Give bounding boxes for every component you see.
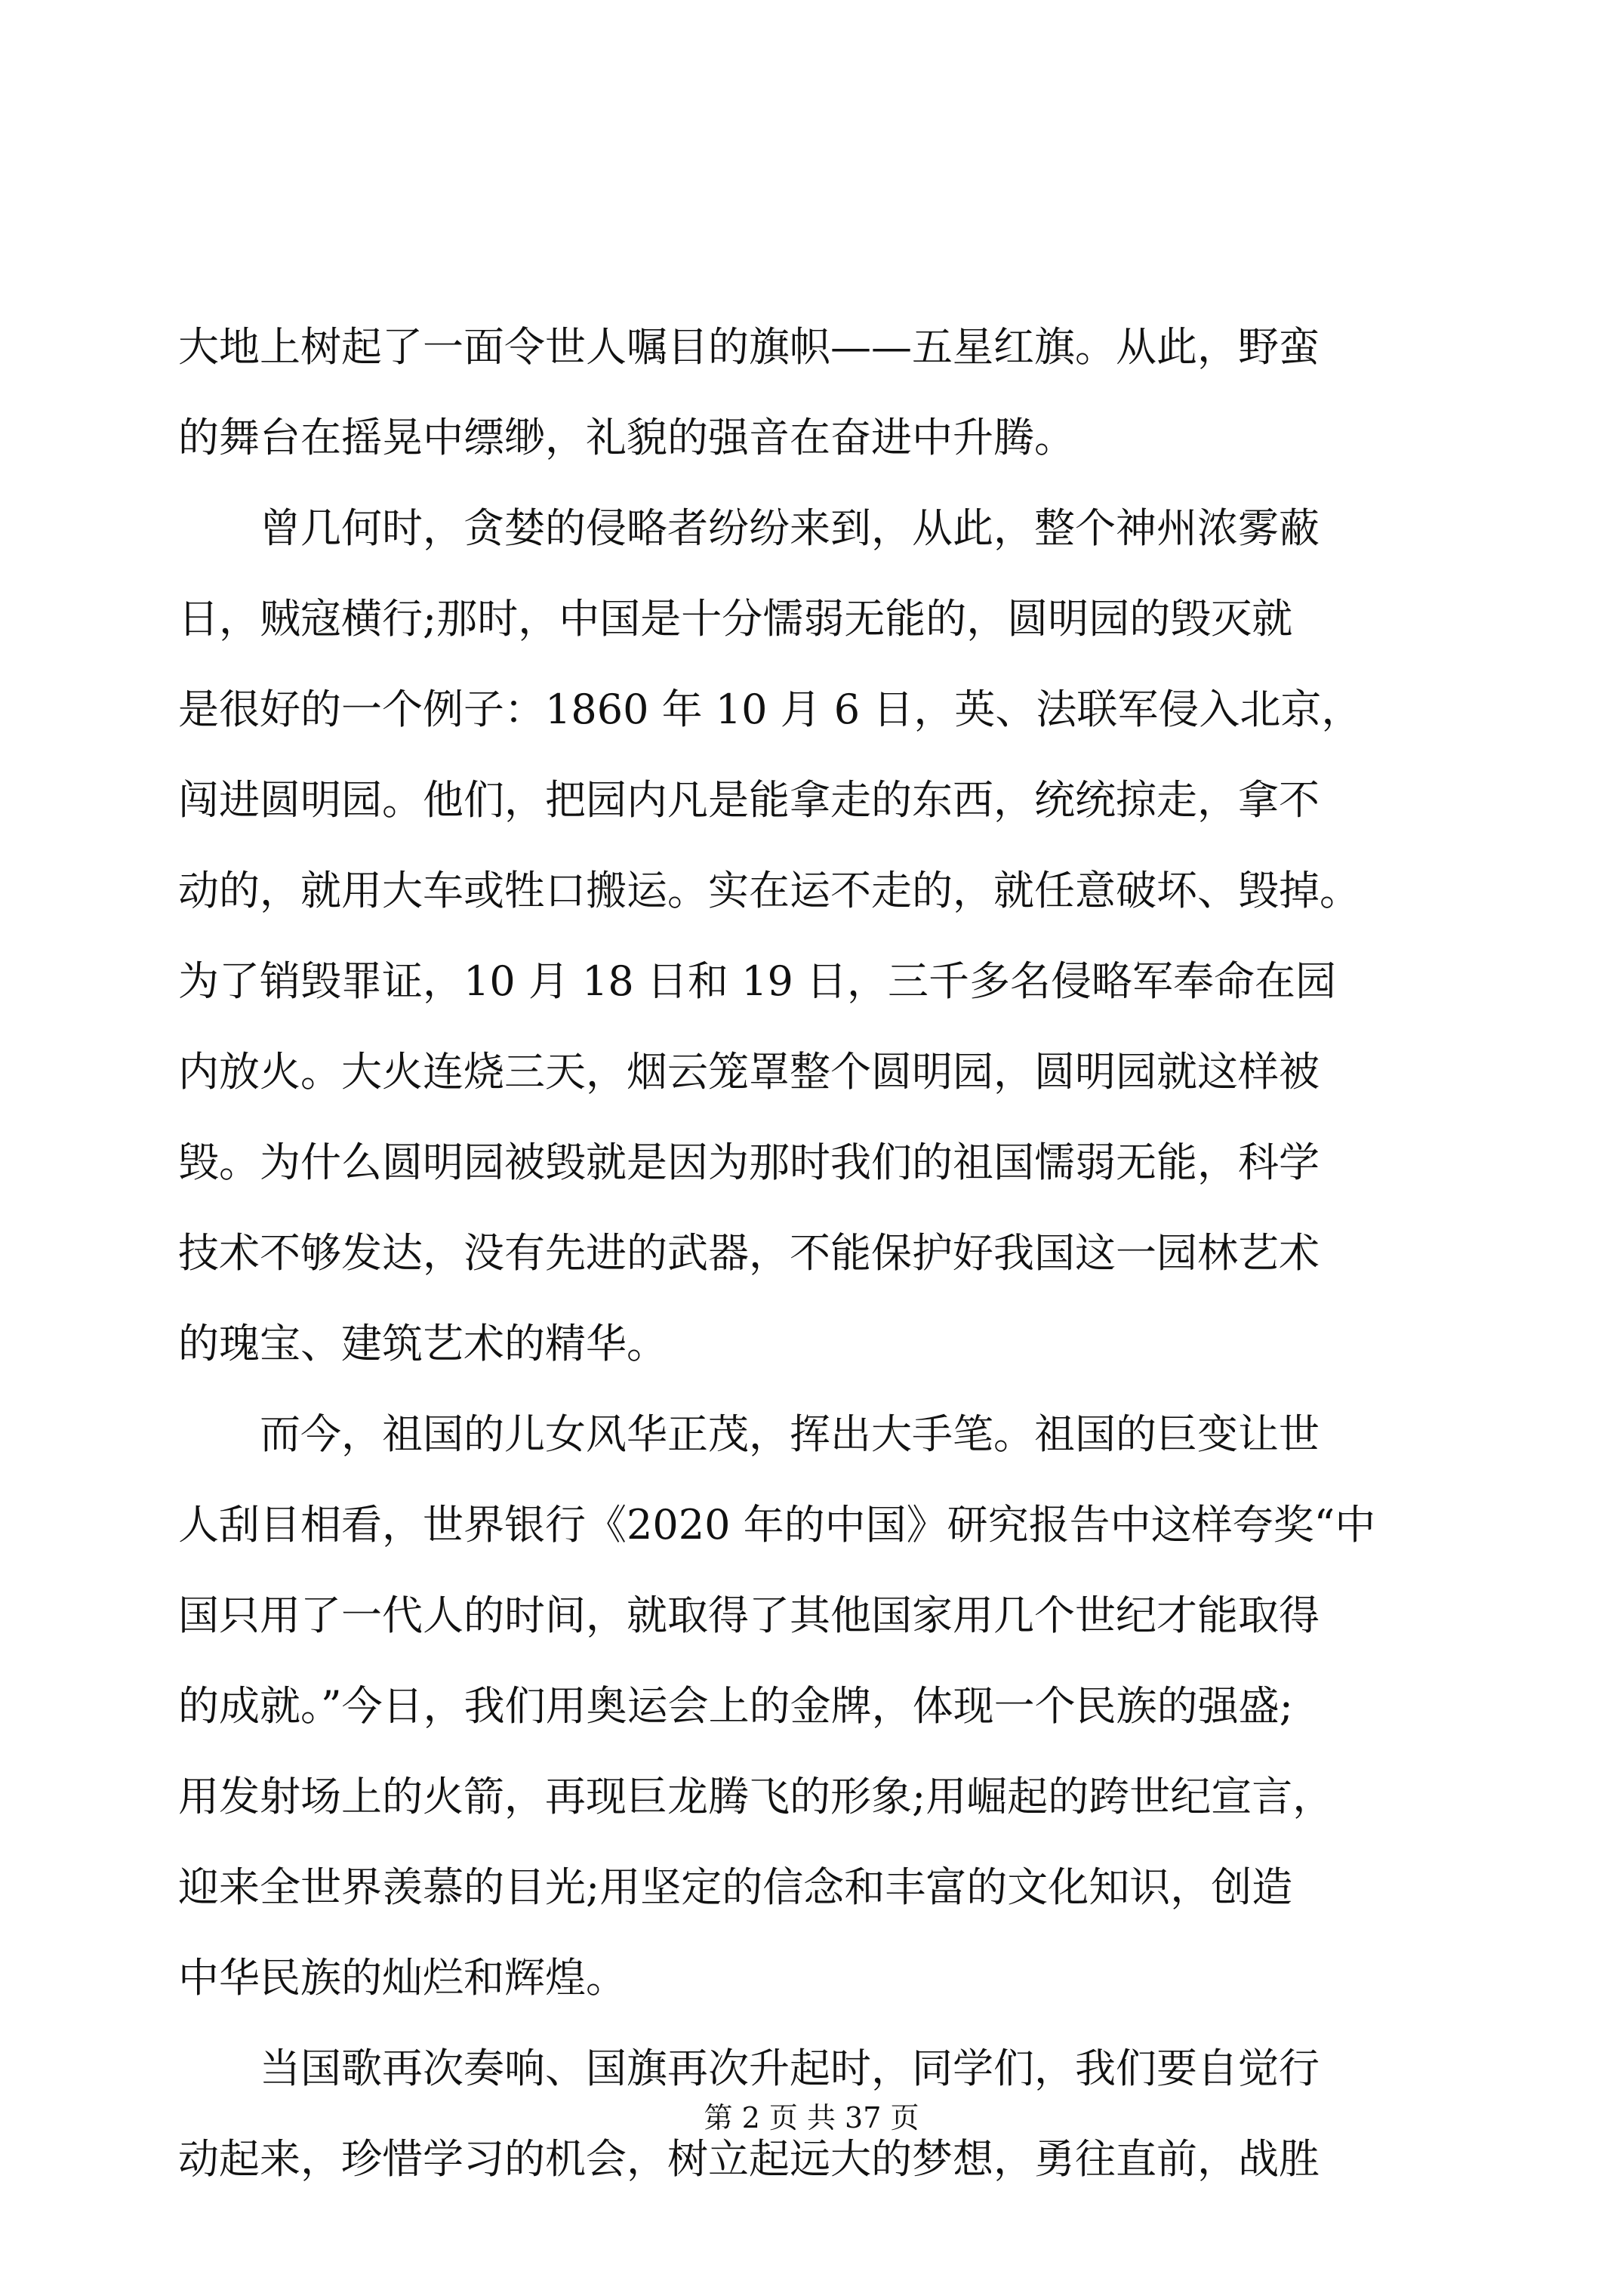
text-line: 日，贼寇横行;那时，中国是十分懦弱无能的，圆明园的毁灭就 (178, 595, 1293, 643)
text-line: 中华民族的灿烂和辉煌。 (178, 1954, 627, 2002)
text-line: 动起来，珍惜学习的机会，树立起远大的梦想，勇往直前，战胜 (178, 2135, 1320, 2183)
paragraph-start-line: 曾几何时，贪婪的侵略者纷纷来到，从此，整个神州浓雾蔽 (260, 504, 1320, 552)
text-line: 用发射场上的火箭，再现巨龙腾飞的形象;用崛起的跨世纪宣言， (178, 1773, 1334, 1820)
page-number-footer: 第 2 页 共 37 页 (704, 2101, 919, 2134)
text-line: 人刮目相看，世界银行《2020 年的中国》研究报告中这样夸奖“中 (178, 1501, 1376, 1549)
text-line: 的瑰宝、建筑艺术的精华。 (178, 1320, 667, 1367)
text-line: 迎来全世界羡慕的目光;用坚定的信念和丰富的文化知识，创造 (178, 1863, 1293, 1911)
text-line: 技术不够发达，没有先进的武器，不能保护好我国这一园林艺术 (178, 1229, 1320, 1277)
text-line: 内放火。大火连烧三天，烟云笼罩整个圆明园，圆明园就这样被 (178, 1048, 1320, 1096)
text-line: 的成就。”今日，我们用奥运会上的金牌，体现一个民族的强盛; (178, 1682, 1293, 1730)
text-line: 的舞台在摇晃中缥缈，礼貌的强音在奋进中升腾。 (178, 414, 1075, 461)
text-line: 闯进圆明园。他们，把园内凡是能拿走的东西，统统掠走，拿不 (178, 776, 1320, 824)
text-line: 毁。为什么圆明园被毁就是因为那时我们的祖国懦弱无能，科学 (178, 1139, 1320, 1186)
text-line: 国只用了一代人的时间，就取得了其他国家用几个世纪才能取得 (178, 1592, 1320, 1639)
text-line: 是很好的一个例子：1860 年 10 月 6 日，英、法联军侵入北京， (178, 686, 1363, 733)
body-text (178, 302, 1446, 2205)
text-line: 为了销毁罪证，10 月 18 日和 19 日，三千多名侵略军奉命在园 (178, 957, 1336, 1005)
text-line: 大地上树起了一面令世人嘱目的旗帜——五星红旗。从此，野蛮 (178, 323, 1320, 371)
text-line: 动的，就用大车或牲口搬运。实在运不走的，就任意破坏、毁掉。 (178, 867, 1360, 914)
paragraph-start-line: 当国歌再次奏响、国旗再次升起时，同学们，我们要自觉行 (260, 2045, 1320, 2092)
paragraph-start-line: 而今，祖国的儿女风华正茂，挥出大手笔。祖国的巨变让世 (260, 1410, 1320, 1458)
